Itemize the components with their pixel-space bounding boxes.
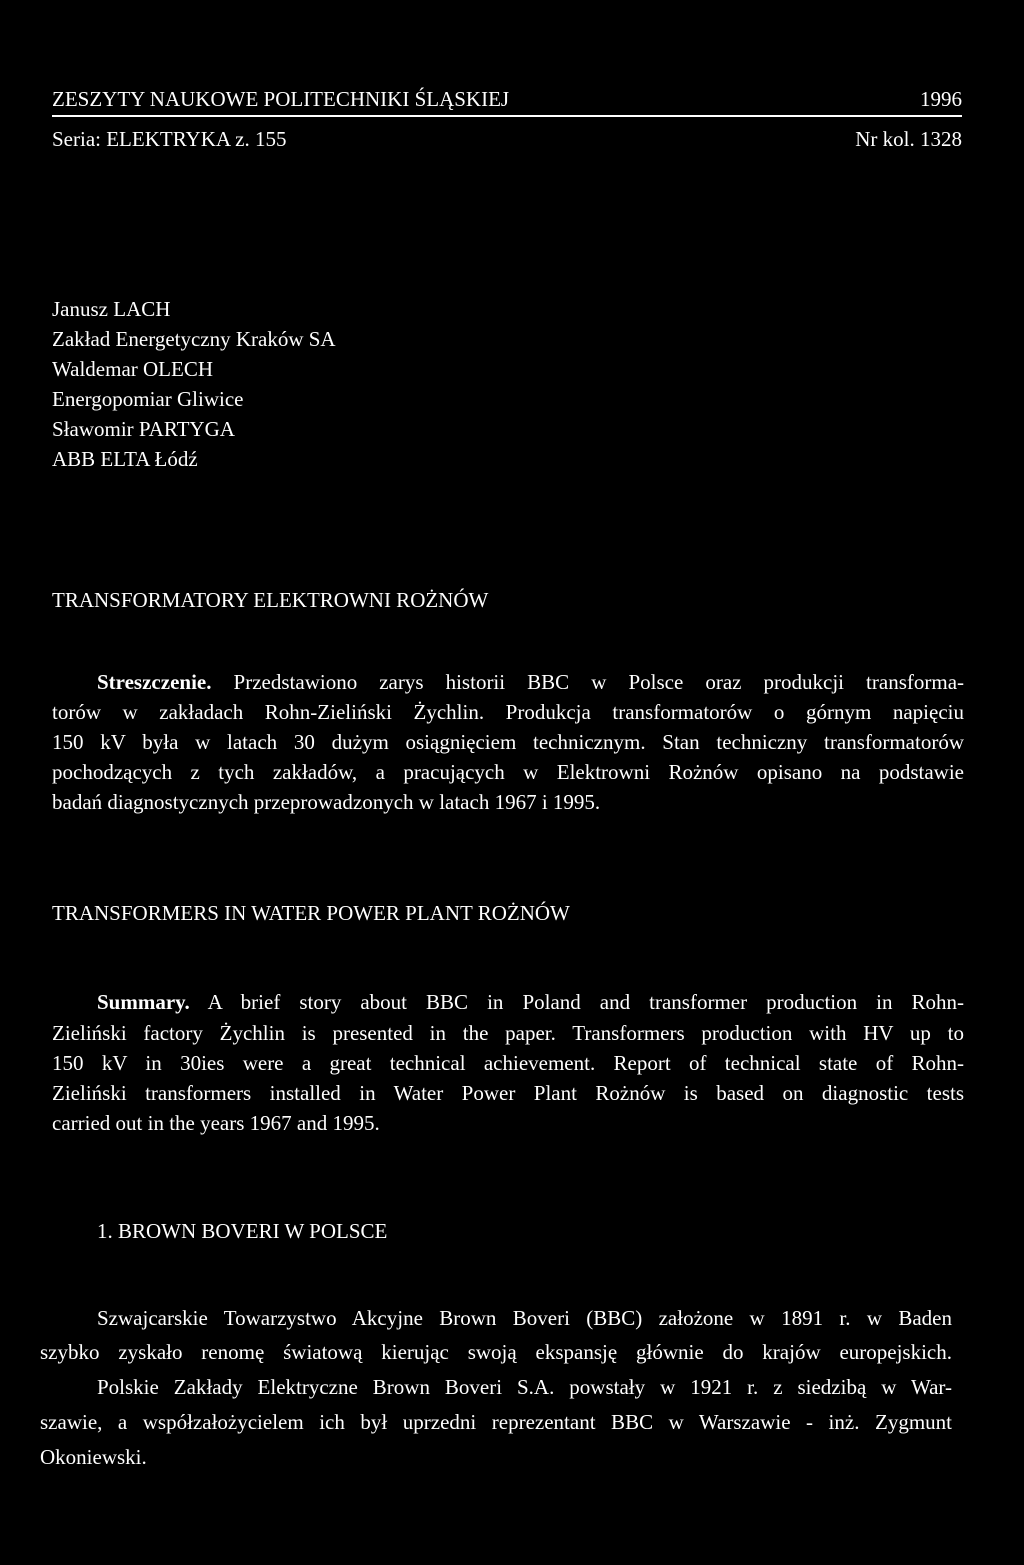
series-number: Nr kol. 1328 — [855, 127, 962, 151]
series-label: Seria: ELEKTRYKA z. 155 — [52, 127, 287, 151]
title-polish: TRANSFORMATORY ELEKTROWNI ROŻNÓW — [52, 588, 489, 612]
body-line: Szwajcarskie Towarzystwo Akcyjne Brown Boveri (BBC) założone w 1891 r. w Baden — [97, 1306, 952, 1330]
abstract-english-line: 150 kV in 30ies were a great technical achievement. Report of technical state of Rohn- — [52, 1051, 964, 1075]
journal-name: ZESZYTY NAUKOWE POLITECHNIKI ŚLĄSKIEJ — [52, 87, 510, 111]
abstract-polish-first: Przedstawiono zarys historii BBC w Polsce oraz produkcji transforma- — [233, 670, 965, 694]
abstract-polish-line: pochodzących z tych zakładów, a pracujących w Elektrowni Rożnów opisano na podstawie — [52, 760, 964, 784]
author-affiliation: ABB ELTA Łódź — [52, 447, 198, 471]
abstract-english-line — [97, 988, 964, 1016]
author-name: Janusz LACH — [52, 297, 171, 321]
body-line: szybko zyskało renomę światową kierując swoją ekspansję głównie do krajów europejskich. — [40, 1340, 952, 1364]
author-name: Sławomir PARTYGA — [52, 417, 235, 441]
section-heading: 1. BROWN BOVERI W POLSCE — [97, 1219, 388, 1243]
journal-header — [52, 86, 962, 112]
header-rule — [52, 115, 962, 117]
body-line: Okoniewski. — [40, 1445, 147, 1469]
body-line: szawie, a współzałożycielem ich był uprzedni reprezentant BBC w Warszawie - inż. Zygmunt — [40, 1410, 952, 1434]
author-name: Waldemar OLECH — [52, 357, 214, 381]
series-header — [52, 126, 962, 152]
abstract-english-first: A brief story about BBC in Poland and transformer production in Rohn- — [207, 990, 964, 1014]
abstract-english-line: Zieliński transformers installed in Water Power Plant Rożnów is based on diagnostic tests — [52, 1081, 964, 1105]
title-english: TRANSFORMERS IN WATER POWER PLANT ROŻNÓW — [52, 901, 570, 925]
abstract-polish-line: badań diagnostycznych przeprowadzonych w latach 1967 i 1995. — [52, 790, 601, 814]
abstract-english-line: Zieliński factory Żychlin is presented in the paper. Transformers production with HV up to — [52, 1021, 964, 1045]
author-affiliation: Energopomiar Gliwice — [52, 387, 244, 411]
journal-year: 1996 — [920, 87, 962, 111]
abstract-polish-line — [97, 668, 964, 696]
author-affiliation: Zakład Energetyczny Kraków SA — [52, 327, 336, 351]
abstract-polish-label: Streszczenie. — [97, 670, 212, 694]
abstract-english-label: Summary. — [97, 990, 190, 1014]
abstract-polish-line: 150 kV była w latach 30 dużym osiągnięciem technicznym. Stan techniczny transformatorów — [52, 730, 964, 754]
body-line: Polskie Zakłady Elektryczne Brown Boveri S.A. powstały w 1921 r. z siedzibą w War- — [97, 1375, 952, 1399]
abstract-english-line: carried out in the years 1967 and 1995. — [52, 1111, 380, 1135]
abstract-polish-line: torów w zakładach Rohn-Zieliński Żychlin. Produkcja transformatorów o górnym napięciu — [52, 700, 964, 724]
